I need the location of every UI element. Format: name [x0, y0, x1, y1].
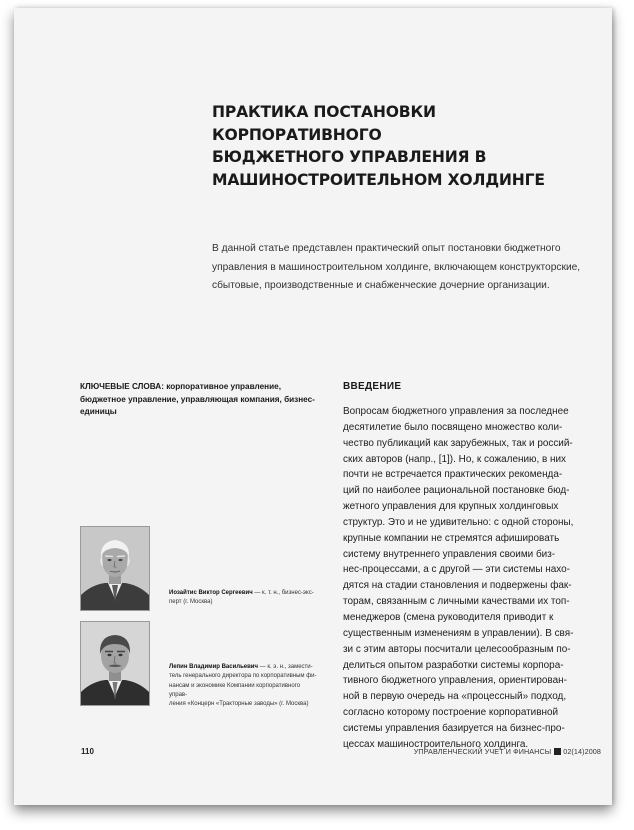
- body-line: систему внутреннего управления своими биз-: [343, 548, 556, 560]
- body-line: тивного бюджетного управления, ориентирован-: [343, 675, 567, 687]
- body-line: ций по наиболее рациональной постановке бюд-: [343, 485, 570, 497]
- portrait-icon: [81, 527, 149, 610]
- body-line: делиться опытом разработки системы корпора-: [343, 659, 564, 671]
- title-line: ПРАКТИКА ПОСТАНОВКИ КОРПОРАТИВНОГО: [212, 103, 436, 144]
- bio-line: — к. э. н., замести-: [259, 664, 313, 670]
- author-photo: [80, 526, 150, 611]
- journal-footer: [414, 747, 601, 756]
- body-line: согласно которому построение корпоративной: [343, 707, 559, 719]
- issue-number: 02(14)2008: [563, 747, 601, 756]
- body-line: почти не встречается практических рекоменда-: [343, 469, 563, 481]
- author-photo: [80, 621, 150, 706]
- keywords-list: корпоративное управление, бюджетное управление, управляющая компания, бизнес-единицы: [80, 382, 315, 416]
- bio-line: — к. т. н., бизнес-экс-: [254, 590, 314, 596]
- section-heading: ВВЕДЕНИЕ: [343, 381, 402, 392]
- body-line: жетного управления для крупных холдинговых: [343, 501, 559, 513]
- bio-line: перт (г. Москва): [169, 599, 213, 606]
- body-line: зи с этим авторы посчитали целесообразным по-: [343, 643, 571, 655]
- keywords: [80, 381, 326, 419]
- article-title: [212, 101, 592, 191]
- title-line: МАШИНОСТРОИТЕЛЬНОМ ХОЛДИНГЕ: [212, 170, 545, 189]
- bio-line: нансам и экономике Компании корпоративного управ-: [169, 682, 301, 698]
- article-abstract: В данной статье представлен практический опыт постановки бюджетного управления в машиностроительном холдинге, включающем конструкторские, сбытовые, производственные и снабженческие дочерние организации.: [212, 243, 581, 291]
- title-line: БЮДЖЕТНОГО УПРАВЛЕНИЯ В: [212, 148, 487, 166]
- keywords-label: КЛЮЧЕВЫЕ СЛОВА:: [80, 382, 164, 391]
- body-line: нес-процессами, а с другой — эти системы нахо-: [343, 564, 570, 576]
- bio-line: ления «Концерн «Тракторные заводы» (г. Москва): [169, 701, 309, 708]
- author-name: Иозайтис Виктор Сергеевич: [169, 590, 253, 596]
- square-bullet-icon: [554, 748, 561, 755]
- body-line: Вопросам бюджетного управления за последнее: [343, 406, 569, 417]
- body-line: системы управления базируется на бизнес-про-: [343, 722, 565, 734]
- body-line: ной в первую очередь на «процессный» подход,: [343, 691, 567, 703]
- article-body: [343, 404, 583, 753]
- body-line: крупные компании не стремятся афишировать: [343, 532, 560, 544]
- portrait-icon: [81, 622, 149, 705]
- body-line: торам, связанным с личными качествами их топ-: [343, 596, 570, 608]
- bio-line: тель генерального директора по корпоративным фи-: [169, 673, 317, 680]
- author-bio: [169, 589, 319, 608]
- author-name: Лепин Владимир Васильевич: [169, 664, 258, 670]
- journal-name: УПРАВЛЕНЧЕСКИЙ УЧЕТ И ФИНАНСЫ: [413, 747, 552, 756]
- body-line: десятилетие было посвящено множество коли-: [343, 421, 563, 433]
- body-line: чество публикаций как зарубежных, так и россий-: [343, 437, 573, 449]
- author-bio: [169, 663, 319, 709]
- body-line: менеджеров (смена руководителя приводит к: [343, 611, 554, 623]
- body-line: ских авторов (напр., [1]). Но, к сожалению, в них: [343, 453, 567, 465]
- body-line: структур. Это и не удивительно: с одной стороны,: [343, 516, 574, 528]
- page-number: 110: [81, 747, 94, 756]
- body-line: цессах машиностроительного холдинга.: [343, 738, 529, 750]
- body-line: существенным изменениям в управлении). В свя-: [343, 627, 574, 639]
- body-line: дятся на стадии становления и подвержены фак-: [343, 580, 572, 592]
